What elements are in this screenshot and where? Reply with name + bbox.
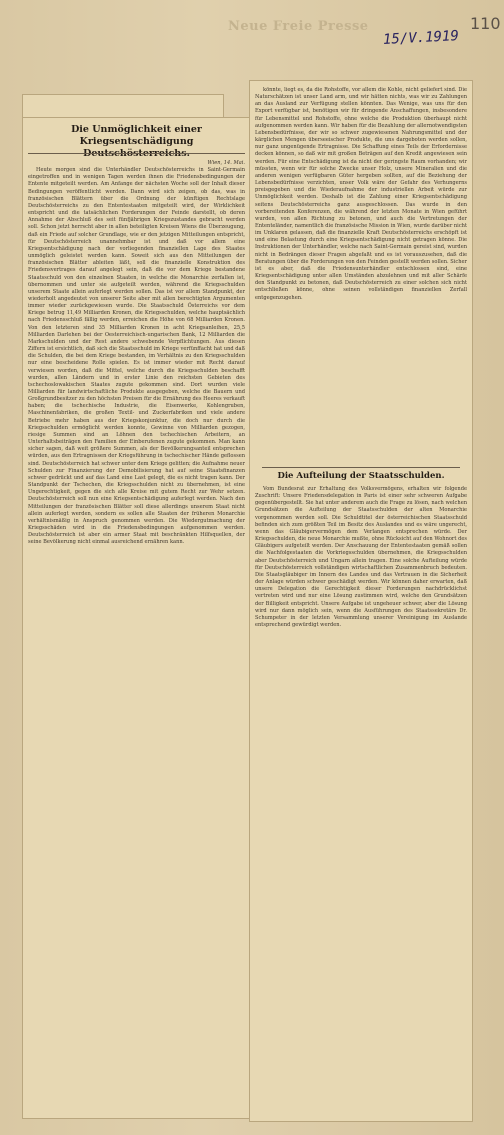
section-rule — [262, 467, 460, 468]
section-body: Vom Bundesrat zur Erhaltung des Volksvermögens, erhalten wir folgende Zuschrift: Unsere Friedensdelegation in Paris ist einer sehr schweren Aufgabe gegenübergestellt. Sie hat unter anderem auch die Frage zu lösen, nach welchen Grundsätzen die Aufteilung der Staatsschulden der alten Monarchie vorgenommen werden soll. Die Schuldtitel der österreichischen Staatsschuld befinden sich zum größten Teil im Besitz des Auslandes und es wäre ungerecht, wenn das Gläubigervermögen dem Verlangen entsprechen würde. Der Kriegsschulden, die neue Monarchie mußte, ohne Rücksicht auf den Wohnort des Gläubigers aufgeteilt werden. Der Anschauung der Ententestaaten gemäß sollen die Nachfolgestaaten die Vorkriegsschulden übernehmen, die Kriegsschulden aber Deutschösterreich und Ungarn allein tragen. Eine solche Aufteilung würde für Deutschösterreich vollständigen wirtschaftlichen Zusammenbruch bedeuten. Die Staatsgläubiger im Innern des Landes und das Vertrauen in die Sicherheit der Anlage würden schwer geschädigt werden. Wir können daher erwarten, daß unsere Delegation die Gerechtigkeit dieser Forderungen nachdrücklichst vertreten wird und nur eine Lösung zustimmen wird, welche den Grundsätzen der Billigkeit entspricht. Unsere Aufgabe ist ungeheuer schwer, aber die Lösung wird nur dann möglich sein, wenn die Ausführungen des Staatssekretärs Dr. Schumpeter in der letzten Versammlung unserer Vereinigung im Auslande entsprechend gewürdigt werden. — [255, 486, 467, 628]
handwritten-date: 15/V.1919 — [382, 28, 460, 48]
left-column — [28, 160, 245, 1105]
dateline: Wien, 14. Mai. — [207, 160, 245, 166]
article-body: Heute morgen sind die Unterhändler Deutschösterreichs in Saint-Germain eingetroffen und in wenigen Tagen werden ihnen die Friedensbedingungen der Entente mitgeteilt werden. Am Anfange der nächsten Woche soll der Inhalt dieser Bedingungen veröffentlicht werden. Dann wird sich zeigen, ob das, was in französischen Blättern über die Ordnung der künftigen Rechtslage Deutschösterreichs zu den Ententestaaten mitgeteilt wird, der Wirklichkeit entspricht und die tatsächlichen Forderungen der Feinde darstellt, ob deren Annahme der Abschluß des seit fünfjährigen Kriegszustandes gebracht werden soll. Schon jetzt herrscht aber in allen beteiligten Kreisen Wiens die Überzeugung, daß ein Friede auf solcher Grundlage, wie er den jetzigen Mitteilungen entspricht, für Deutschösterreich unannehmbar ist und daß vor allem eine Kriegsentschädigung nach der vorliegenden finanziellen Lage des Staates unmöglich geleistet werden kann. Soweit sich aus den Mitteilungen der französischen Blätter ableiten läßt, soll die finanzielle Konstruktion des Friedensvertrages darauf angelegt sein, daß die vor dem Kriege bestandene Staatsschuld von den einzelnen Staaten, in welche die Monarchie zerfallen ist, übernommen und unter sie aufgeteilt werden, während die Kriegsschulden unserem Staate allein auferlegt werden sollen. Das ist vor allem Standpunkt, der wiederholt angedeutet von unserer Seite aber mit allen berechtigten Argumenten immer wieder zurückgewiesen wurde. Die Staatsschuld Österreichs vor dem Kriege betrug 11,49 Milliarden Kronen, die Kriegsschulden, welche hauptsächlich nach Friedensschluß fällig werden, erreichen die Höhe von 68 Milliarden Kronen. Von den letzteren sind 35 Milliarden Kronen in acht Kriegsanleihen, 25,5 Milliarden Darlehen bei der Oesterreichisch-ungarischen Bank, 12 Milliarden die Markschulden und der Rest andere schwebende Verpflichtungen. Aus diesen Ziffern ist ersichtlich, daß sich die Staatsschuld im Kriege verfünffacht hat und daß die Schulden, die bei dem Kriege bestanden, im Verhältnis zu den Kriegsschulden nur eine bescheidene Rolle spielen. Es ist immer wieder mit Recht darauf verwiesen worden, daß die Mittel, welche durch die Kriegsschulden beschafft wurden, allen Ländern und in erster Linie den reichsten Gebieten des tschechoslowakischen Staates zugute gekommen sind. Dort wurden viele Milliarden für landwirtschaftliche Produkte ausgegeben, welche die Bauern und Großgrundbesitzer zu den höchsten Preisen für die Ernährung des Heeres verkauft haben; die tschechische Industrie, die Eisenwerke, Kohlengruben, Maschinenfabriken, die großen Textil- und Zuckerfabriken und viele andere Betriebe mehr haben aus der Kriegskonjunktur, die doch nur durch die Kriegsschulden ermöglicht werden konnte, Gewinne von Milliarden gezogen, riesige Summen sind an Löhnen den tschechischen Arbeitern, an Unterhaltsbeiträgen den Familien der Einberufenen zugute gekommen. Man kann sicher sagen, daß weit größere Summen, als der Bevölkerungsanteil entsprechen würden, aus den Ertragnissen der Kriegsführung in tschechischer Hände geflossen sind. Deutschösterreich hat schwer unter dem Kriege gelitten; die Aufnahme neuer Schulden zur Finanzierung der Demobilisierung hat auf seine Staatsfinanzen schwer gedrückt und auf das Land eine Last gelegt, die es nicht tragen kann. Der Standpunkt der Tschechen, die Kriegsschulden nicht zu übernehmen, ist eine Ungerechtigkeit, gegen die sich alle Kreise mit gutem Recht zur Wehr setzen. Deutschösterreich soll nun eine Kriegsentschädigung auferlegt werden. Nach den Mitteilungen der französischen Blätter soll diese allerdings unserem Staat nicht allein auferlegt werden, sondern es sollen alle Staaten der früheren Monarchie verhältnismäßig in Anspruch genommen werden. Die Wiedergutmachung der Kriegsschäden wird in die Friedensbedingungen aufgenommen werden. Deutschösterreich ist aber ein armer Staat mit beschränkten Hilfsquellen, der seine Bevölkerung nicht einmal ausreichend ernähren kann. — [28, 167, 245, 546]
right-column-bottom — [255, 486, 467, 1116]
page-number: 110 — [470, 14, 501, 33]
article-title: Die Unmöglichkeit einer Kriegsentschädigung — [71, 124, 202, 147]
title-rule — [28, 153, 245, 154]
masthead-stamp: Neue Freie Presse — [228, 19, 369, 34]
right-column-top — [255, 87, 467, 465]
continued-text: könnte, liegt es, da die Rohstoffe, vor allem die Kohle, nicht geliefert sind. Die Naturschätzen ist unser Land arm, und wir hätten nichts, was wir zu Zahlungen an das Ausland zur Verfügung stellen könnten. Das Wenige, was uns für den Export verfügbar ist, benötigen wir für dringende Anschaffungen, insbesondere für Lebensmittel und Rohstoffe, ohne welche die Produktion überhaupt nicht aufgenommen werden kann. Wir haben für die Bezahlung der allernotwendigsten Lebensbedürfnisse, der wir so schwer zugewiesenen Nahrungsmittel und der kärglichen Mengen überseeischer Produkte, die uns dargeboten werden sollen, nur ganz ungenügende Ertragnisse. Die Schaffung eines Teils der Erfordernisse decken können, so daß wir mit großen Beträgen auf den Kredit angewiesen sein werden. Für eine Entschädigung ist da nicht der geringste Raum vorhanden; wir müssten, wenn wir für solche Zwecke unser Holz, unsere Mineralien und die anderen wenigen verfügbaren Güter hergeben sollten, auf die Beziehung der Lebensbedürfnisse verzichten, unser Volk wäre der Gefahr des Verhungerns preisgegeben und die Wiederaufnahme der industriellen Arbeit würde zur Unmöglichkeit werden. Deshalb ist die Zahlung einer Kriegsentschädigung seitens Deutschösterreichs ganz ausgeschlossen. Das wurde in den vorbereitenden Konferenzen, die während der letzten Monate in Wien geführt wurden, von allen Richtung zu betonen, und auch die Vertretungen der Ententeländer, namentlich die französische Mission in Wien, wurde darüber nicht im Unklaren gelassen, daß die finanzielle Kraft Deutschösterreichs erschöpft ist und eine Belastung durch eine Kriegsentschädigung nicht getragen könne. Die Instruktionen der Unterhändler, welche nach Saint-Germain gereist sind, wurden nicht in Bedrängen dieser Fragen abgefaßt und es ist vorauszusehen, daß die Beratungen über die Forderungen von den Feinden gestellt werden sollen. Sicher ist es aber, daß die Friedensunterhändler entschlossen sind, eine Kriegsentschädigung unter allen Umständen abzulehnen und mit aller Schärfe den Standpunkt zu betonen, daß Deutschösterreich zu einer solchen sich nicht entschließen könne, ohne seinen vollständigen finanziellen Zerfall entgegenzugehen. — [255, 87, 467, 301]
section-subtitle: Die Aufteilung der Staatsschulden. — [277, 471, 445, 481]
